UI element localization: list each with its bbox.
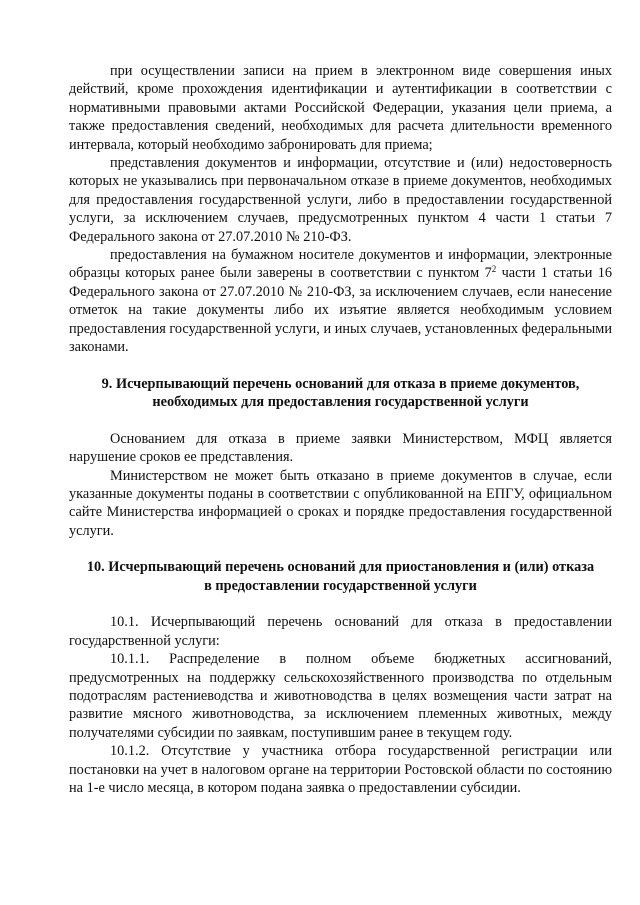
paragraph-10-1-1: 10.1.1. Распределение в полном объеме бюджетных ассигнований, предусмотренных на поддержку сельскохозяйственного производства по отдельным подотраслям растениеводства и животноводства в целях возмещения части затрат на развитие мясного животноводства, за исключением племенных животных, между получателями субсидии по заявкам, поступившим ранее в текущем году.	[69, 651, 612, 741]
section-9-heading-line-1: 9. Исчерпывающий перечень оснований для отказа в приеме документов,	[101, 375, 580, 392]
spacer	[69, 595, 612, 613]
paragraph-documents-not-indicated: представления документов и информации, отсутствие и (или) недостоверность которых не указывались при первоначальном отказе в приеме документов, необходимых для предоставления государственной услуги, либо в предоставлении государственной услуги, за исключением случаев, предусмотренных пунктом 4 части 1 статьи 7 Федерального закона от 27.07.2010 № 210-ФЗ.	[69, 155, 612, 245]
paragraph-paper-documents-text-b: части 1 статьи 16 Федерального закона от 27.07.2010 № 210-ФЗ, за исключением случаев, если нанесение отметок на такие документы либо их изъятие является необходимым условием предоставления государственной услуги, и иных случаев, установленных федеральными законами.	[69, 265, 612, 356]
spacer	[69, 412, 612, 430]
paragraph-appointment-actions: при осуществлении записи на прием в электронном виде совершения иных действий, кроме прохождения идентификации и аутентификации в соответствии с нормативными правовыми актами Российской Федерации, указания цели приема, а также предоставления сведений, необходимых для расчета длительности временного интервала, который необходимо забронировать для приема;	[69, 63, 612, 153]
paragraph-paper-documents	[69, 246, 612, 356]
section-10-heading-line-1: 10. Исчерпывающий перечень оснований для приостановления и (или) отказа	[86, 559, 595, 576]
spacer	[69, 357, 612, 375]
paragraph-paper-documents-text-a: предоставления на бумажном носителе документов и информации, электронные образцы которых ранее были заверены в соответствии с пунктом 7	[69, 247, 612, 282]
document-page	[69, 62, 612, 797]
paragraph-no-refusal-case: Министерством не может быть отказано в приеме документов в случае, если указанные документы поданы в соответствии с опубликованной на ЕПГУ, официальном сайте Министерства информацией о сроках и порядке предоставления государственной услуги.	[69, 467, 612, 539]
section-9-heading	[69, 375, 612, 412]
spacer	[69, 540, 612, 558]
paragraph-refusal-grounds: Основанием для отказа в приеме заявки Министерством, МФЦ является нарушение сроков ее представления.	[69, 430, 612, 466]
paragraph-10-1: 10.1. Исчерпывающий перечень оснований для отказа в предоставлении государственной услуги:	[69, 614, 612, 649]
section-10-heading	[69, 558, 612, 595]
paragraph-10-1-2: 10.1.2. Отсутствие у участника отбора государственной регистрации или постановки на учет в налоговом органе на территории Ростовской области по состоянию на 1-е число месяца, в котором подана заявка о предоставлении субсидии.	[69, 743, 612, 796]
section-10-heading-line-2: в предоставлении государственной услуги	[204, 577, 477, 594]
section-9-heading-line-2: необходимых для предоставления государственной услуги	[152, 394, 529, 411]
superscript-2: 2	[491, 264, 497, 275]
